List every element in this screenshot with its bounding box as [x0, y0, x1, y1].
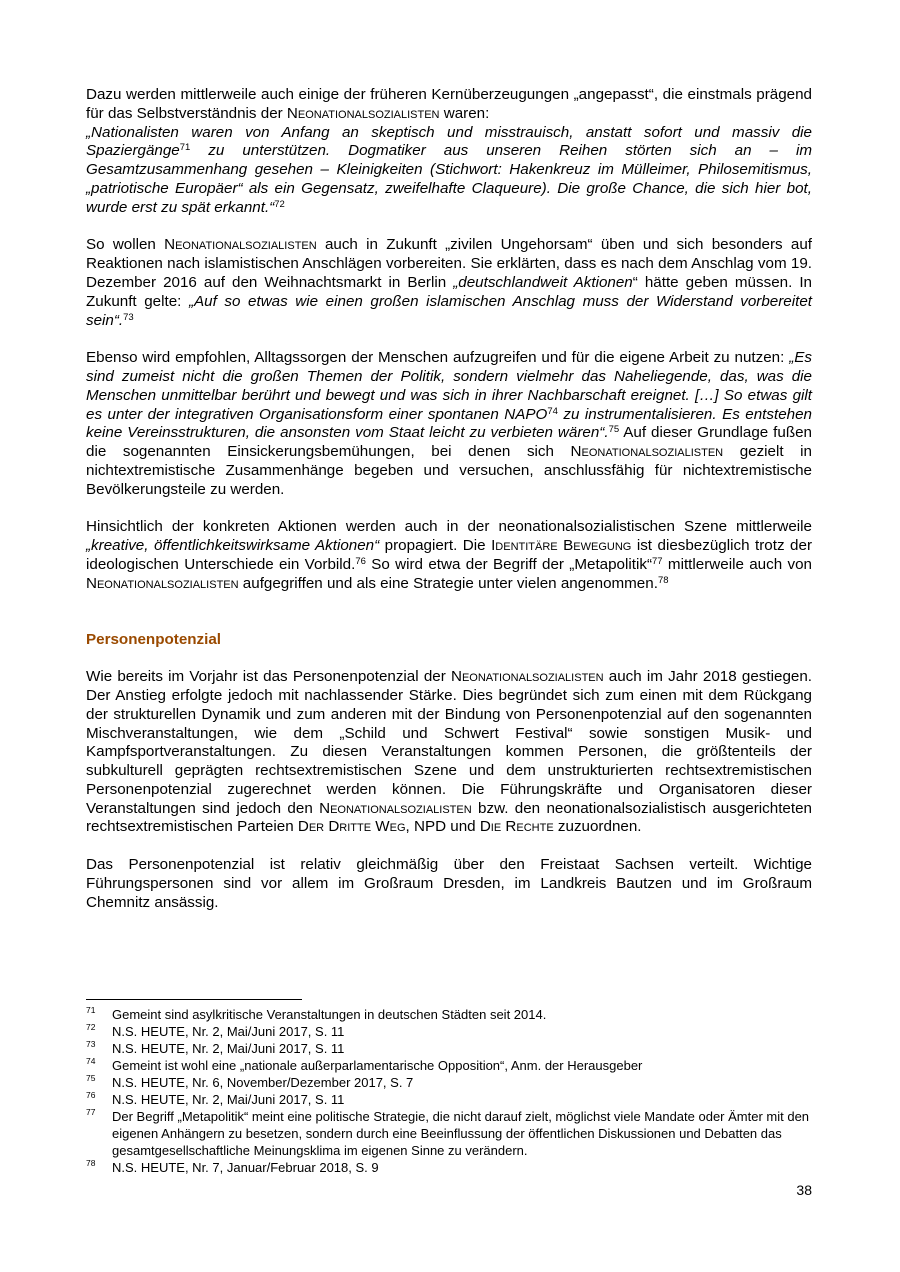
footnote-ref-74[interactable]: 74	[547, 405, 558, 417]
page-number: 38	[796, 1182, 812, 1198]
paragraph-civil-disobedience: So wollen Neonationalsozialisten auch in Zukunft „zivilen Ungehorsam“ üben und sich besonders auf Reaktionen nach islamistischen Anschlägen vorbereiten. Sie erklärten, dass es nach dem Anschlag vom 19. Dezember 2016 auf den Weihnachtsmarkt in Berlin „deutschlandweit Aktionen“ hätte geben müssen. In Zukunft gelte: „Auf so etwas wie einen großen islamischen Anschlag muss der Widerstand vorbereitet sein“.$^{73}$	[86, 236, 813, 329]
footnote-71: 71 Gemeint sind asylkritische Veranstaltungen in deutschen Städten seit 2014.	[86, 1005, 547, 1022]
paragraph-distribution: Das Personenpotenzial ist relativ gleichmäßig über den Freistaat Sachsen verteilt. Wichtige Führungspersonen sind vor allem im Großraum Dresden, im Landkreis Bautzen und im Großraum Chemnitz ansässig.	[86, 856, 812, 911]
footnote-ref-77[interactable]: 77	[652, 555, 663, 567]
section-heading: Personenpotenzial	[86, 630, 222, 648]
paragraph-core-beliefs: Dazu werden mittlerweile auch einige der früheren Kernüberzeugungen „angepasst“, die einstmals prägend für das Selbstverständnis der Neonationalsozialisten waren: „Nationalisten waren von Anfang an skeptisch und misstrauisch, anstatt sofort und massiv die Spaziergänge$^{71}$ zu unterstützen. Dogmatiker aus unseren Reihen störten sich an – im Gesamtzusammenhang gesehen – Kleinigkeiten (Stichwort: Hakenkreuz im Mülleimer, Philosemitismus, „patriotische Europäer“ als ein Gegensatz, zweifelhafte Claqueure). Die große Chance, die sich hier bot, wurde erst zu spät erkannt.“$^{72}$	[86, 86, 812, 216]
footnote-ref-78[interactable]: 78	[657, 574, 669, 586]
footnote-75: 75 N.S. HEUTE, Nr. 6, November/Dezember 2017, S. 7	[86, 1073, 414, 1090]
footnote-76: 76 N.S. HEUTE, Nr. 2, Mai/Juni 2017, S. 11	[86, 1090, 345, 1107]
footnote-ref-76[interactable]: 76	[355, 555, 366, 567]
footnote-72: 72 N.S. HEUTE, Nr. 2, Mai/Juni 2017, S. 11	[86, 1022, 345, 1039]
body-text	[86, 86, 812, 912]
footnotes	[86, 1006, 812, 1176]
paragraph-everyday-concerns: Ebenso wird empfohlen, Alltagssorgen der Menschen aufzugreifen und für die eigene Arbeit zu nutzen: „Es sind zumeist nicht die großen Themen der Politik, sondern vielmehr das Naheliegende, das, was die Menschen unmittelbar berührt und bewegt und was sich in ihrer Nachbarschaft ereignet. […] So etwas gilt es unter der integrativen Organisationsform einer spontanen NAPO$^{74}$ zu instrumentalisieren. Es entstehen keine Vereinsstrukturen, die ansonsten vom Staat leicht zu verbieten wären“.$^{75}$ Auf dieser Grundlage fußen die sogenannten Einsickerungsbemühungen, bei denen sich Neonationalsozialisten gezielt in nichtextremistische Zusammenhänge begeben und versuchen, anschlussfähig für nichtextremistische Bevölkerungsteile zu werden.	[86, 349, 812, 498]
footnote-78: 78 N.S. HEUTE, Nr. 7, Januar/Februar 2018, S. 9	[86, 1158, 379, 1175]
footnote-ref-72[interactable]: 72	[274, 198, 285, 210]
footnote-73: 73 N.S. HEUTE, Nr. 2, Mai/Juni 2017, S. 11	[86, 1039, 345, 1056]
paragraph-personnel-potential: Wie bereits im Vorjahr ist das Personenpotenzial der Neonationalsozialisten auch im Jahr 2018 gestiegen. Der Anstieg erfolgte jedoch mit nachlassender Stärke. Dies begründet sich zum einen mit dem Rückgang der strukturellen Dynamik und zum anderen mit der Bindung von Personenpotenzial auf den sogenannten Mischveranstaltungen, wie dem „Schild und Schwert Festival“ sowie sonstigen Musik- und Kampfsportveranstaltungen. Zu diesen Veranstaltungen kommen Personen, die größtenteils der subkulturell geprägten rechtsextremistischen Szene und dem unstrukturierten rechtsextremistischen Personenpotenzial zugerechnet werden können. Die Führungskräfte und Organisatoren dieser Veranstaltungen sind jedoch den Neonationalsozialisten bzw. den neonationalsozialistisch ausgerichteten rechtsextremistischen Parteien Der Dritte Weg, NPD und Die Rechte zuzuordnen.	[86, 668, 812, 836]
footnote-ref-73[interactable]: 73	[123, 311, 134, 323]
footnote-ref-71[interactable]: 71	[179, 142, 191, 154]
footnote-ref-75[interactable]: 75	[608, 424, 620, 436]
footnote-77: 77 Der Begriff „Metapolitik“ meint eine politische Strategie, die nicht darauf zielt, möglichst viele Mandate oder Ämter mit den eigenen Anhängern zu besetzen, sondern durch eine Beeinflussung der öffentlichen Diskussionen und Debatten das gesamtgesellschaftliche Meinungsklima im eigenen Sinne zu verändern.	[86, 1107, 810, 1158]
footnote-separator	[86, 999, 302, 1000]
paragraph-actions: Hinsichtlich der konkreten Aktionen werden auch in der neonationalsozialistischen Szene mittlerweile „kreative, öffentlichkeitswirksame Aktionen“ propagiert. Die Identitäre Bewegung ist diesbezüglich trotz der ideologischen Unterschiede ein Vorbild.$^{76}$ So wird etwa der Begriff der „Metapolitik“$^{77}$ mittlerweile auch von Neonationalsozialisten aufgegriffen und als eine Strategie unter vielen angenommen.$^{78}$	[86, 518, 813, 592]
footnote-74: 74 Gemeint ist wohl eine „nationale außerparlamentarische Opposition“, Anm. der Herausgeber	[86, 1056, 643, 1073]
